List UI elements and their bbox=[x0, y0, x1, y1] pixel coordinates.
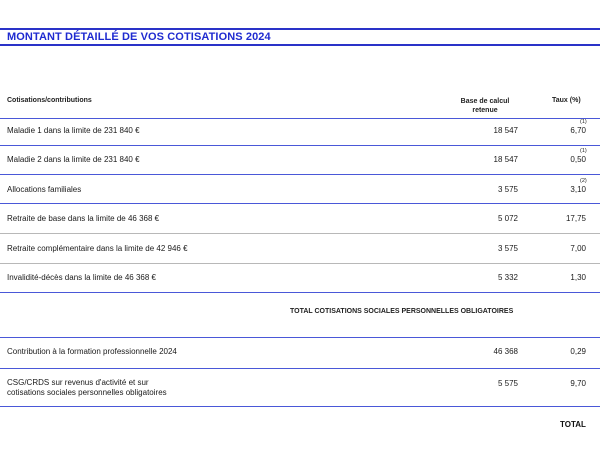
header-base-line1: Base de calcul bbox=[460, 98, 510, 105]
divider bbox=[0, 118, 600, 119]
divider bbox=[0, 292, 600, 293]
row-label: Retraite complémentaire dans la limite de 42 946 € bbox=[7, 244, 188, 253]
header-contributions: Cotisations/contributions bbox=[7, 97, 92, 104]
divider bbox=[0, 406, 600, 407]
row-taux: 0,50 bbox=[570, 155, 586, 164]
page-title: MONTANT DÉTAILLÉ DE VOS COTISATIONS 2024 bbox=[7, 31, 271, 43]
row-base: 18 547 bbox=[493, 155, 518, 164]
row-label bbox=[7, 378, 167, 398]
row-label-line1: CSG/CRDS sur revenus d'activité et sur bbox=[7, 378, 149, 387]
divider bbox=[0, 174, 600, 175]
row-note: (2) bbox=[580, 178, 587, 184]
header-base bbox=[455, 97, 515, 115]
row-label: Maladie 1 dans la limite de 231 840 € bbox=[7, 126, 140, 135]
divider bbox=[0, 233, 600, 234]
divider bbox=[0, 368, 600, 369]
row-label: Maladie 2 dans la limite de 231 840 € bbox=[7, 155, 140, 164]
row-taux: 6,70 bbox=[570, 126, 586, 135]
row-label-line2: cotisations sociales personnelles obligatoires bbox=[7, 388, 167, 397]
total-final: TOTAL bbox=[560, 420, 586, 429]
divider bbox=[0, 203, 600, 204]
row-taux: 3,10 bbox=[570, 185, 586, 194]
row-base: 5 332 bbox=[497, 273, 518, 282]
divider bbox=[0, 263, 600, 264]
row-base: 18 547 bbox=[493, 126, 518, 135]
row-base: 3 575 bbox=[497, 185, 518, 194]
row-note: (1) bbox=[580, 119, 587, 125]
row-note: (1) bbox=[580, 148, 587, 154]
row-base: 5 575 bbox=[497, 379, 518, 388]
divider bbox=[0, 145, 600, 146]
row-label: Invalidité-décès dans la limite de 46 368 € bbox=[7, 273, 156, 282]
title-bar bbox=[0, 28, 600, 46]
row-taux: 1,30 bbox=[570, 273, 586, 282]
row-taux: 7,00 bbox=[570, 244, 586, 253]
divider bbox=[0, 337, 600, 338]
total-cotisations-sociales: TOTAL COTISATIONS SOCIALES PERSONNELLES OBLIGATOIRES bbox=[290, 308, 514, 315]
row-label: Retraite de base dans la limite de 46 368 € bbox=[7, 214, 160, 223]
row-base: 5 072 bbox=[497, 214, 518, 223]
row-base: 3 575 bbox=[497, 244, 518, 253]
header-taux: Taux (%) bbox=[552, 97, 581, 104]
row-taux: 0,29 bbox=[570, 347, 586, 356]
row-taux: 9,70 bbox=[570, 379, 586, 388]
row-taux: 17,75 bbox=[565, 214, 586, 223]
row-label: Contribution à la formation professionnelle 2024 bbox=[7, 347, 177, 356]
row-label: Allocations familiales bbox=[7, 185, 82, 194]
row-base: 46 368 bbox=[493, 347, 518, 356]
header-base-line2: retenue bbox=[472, 107, 498, 114]
